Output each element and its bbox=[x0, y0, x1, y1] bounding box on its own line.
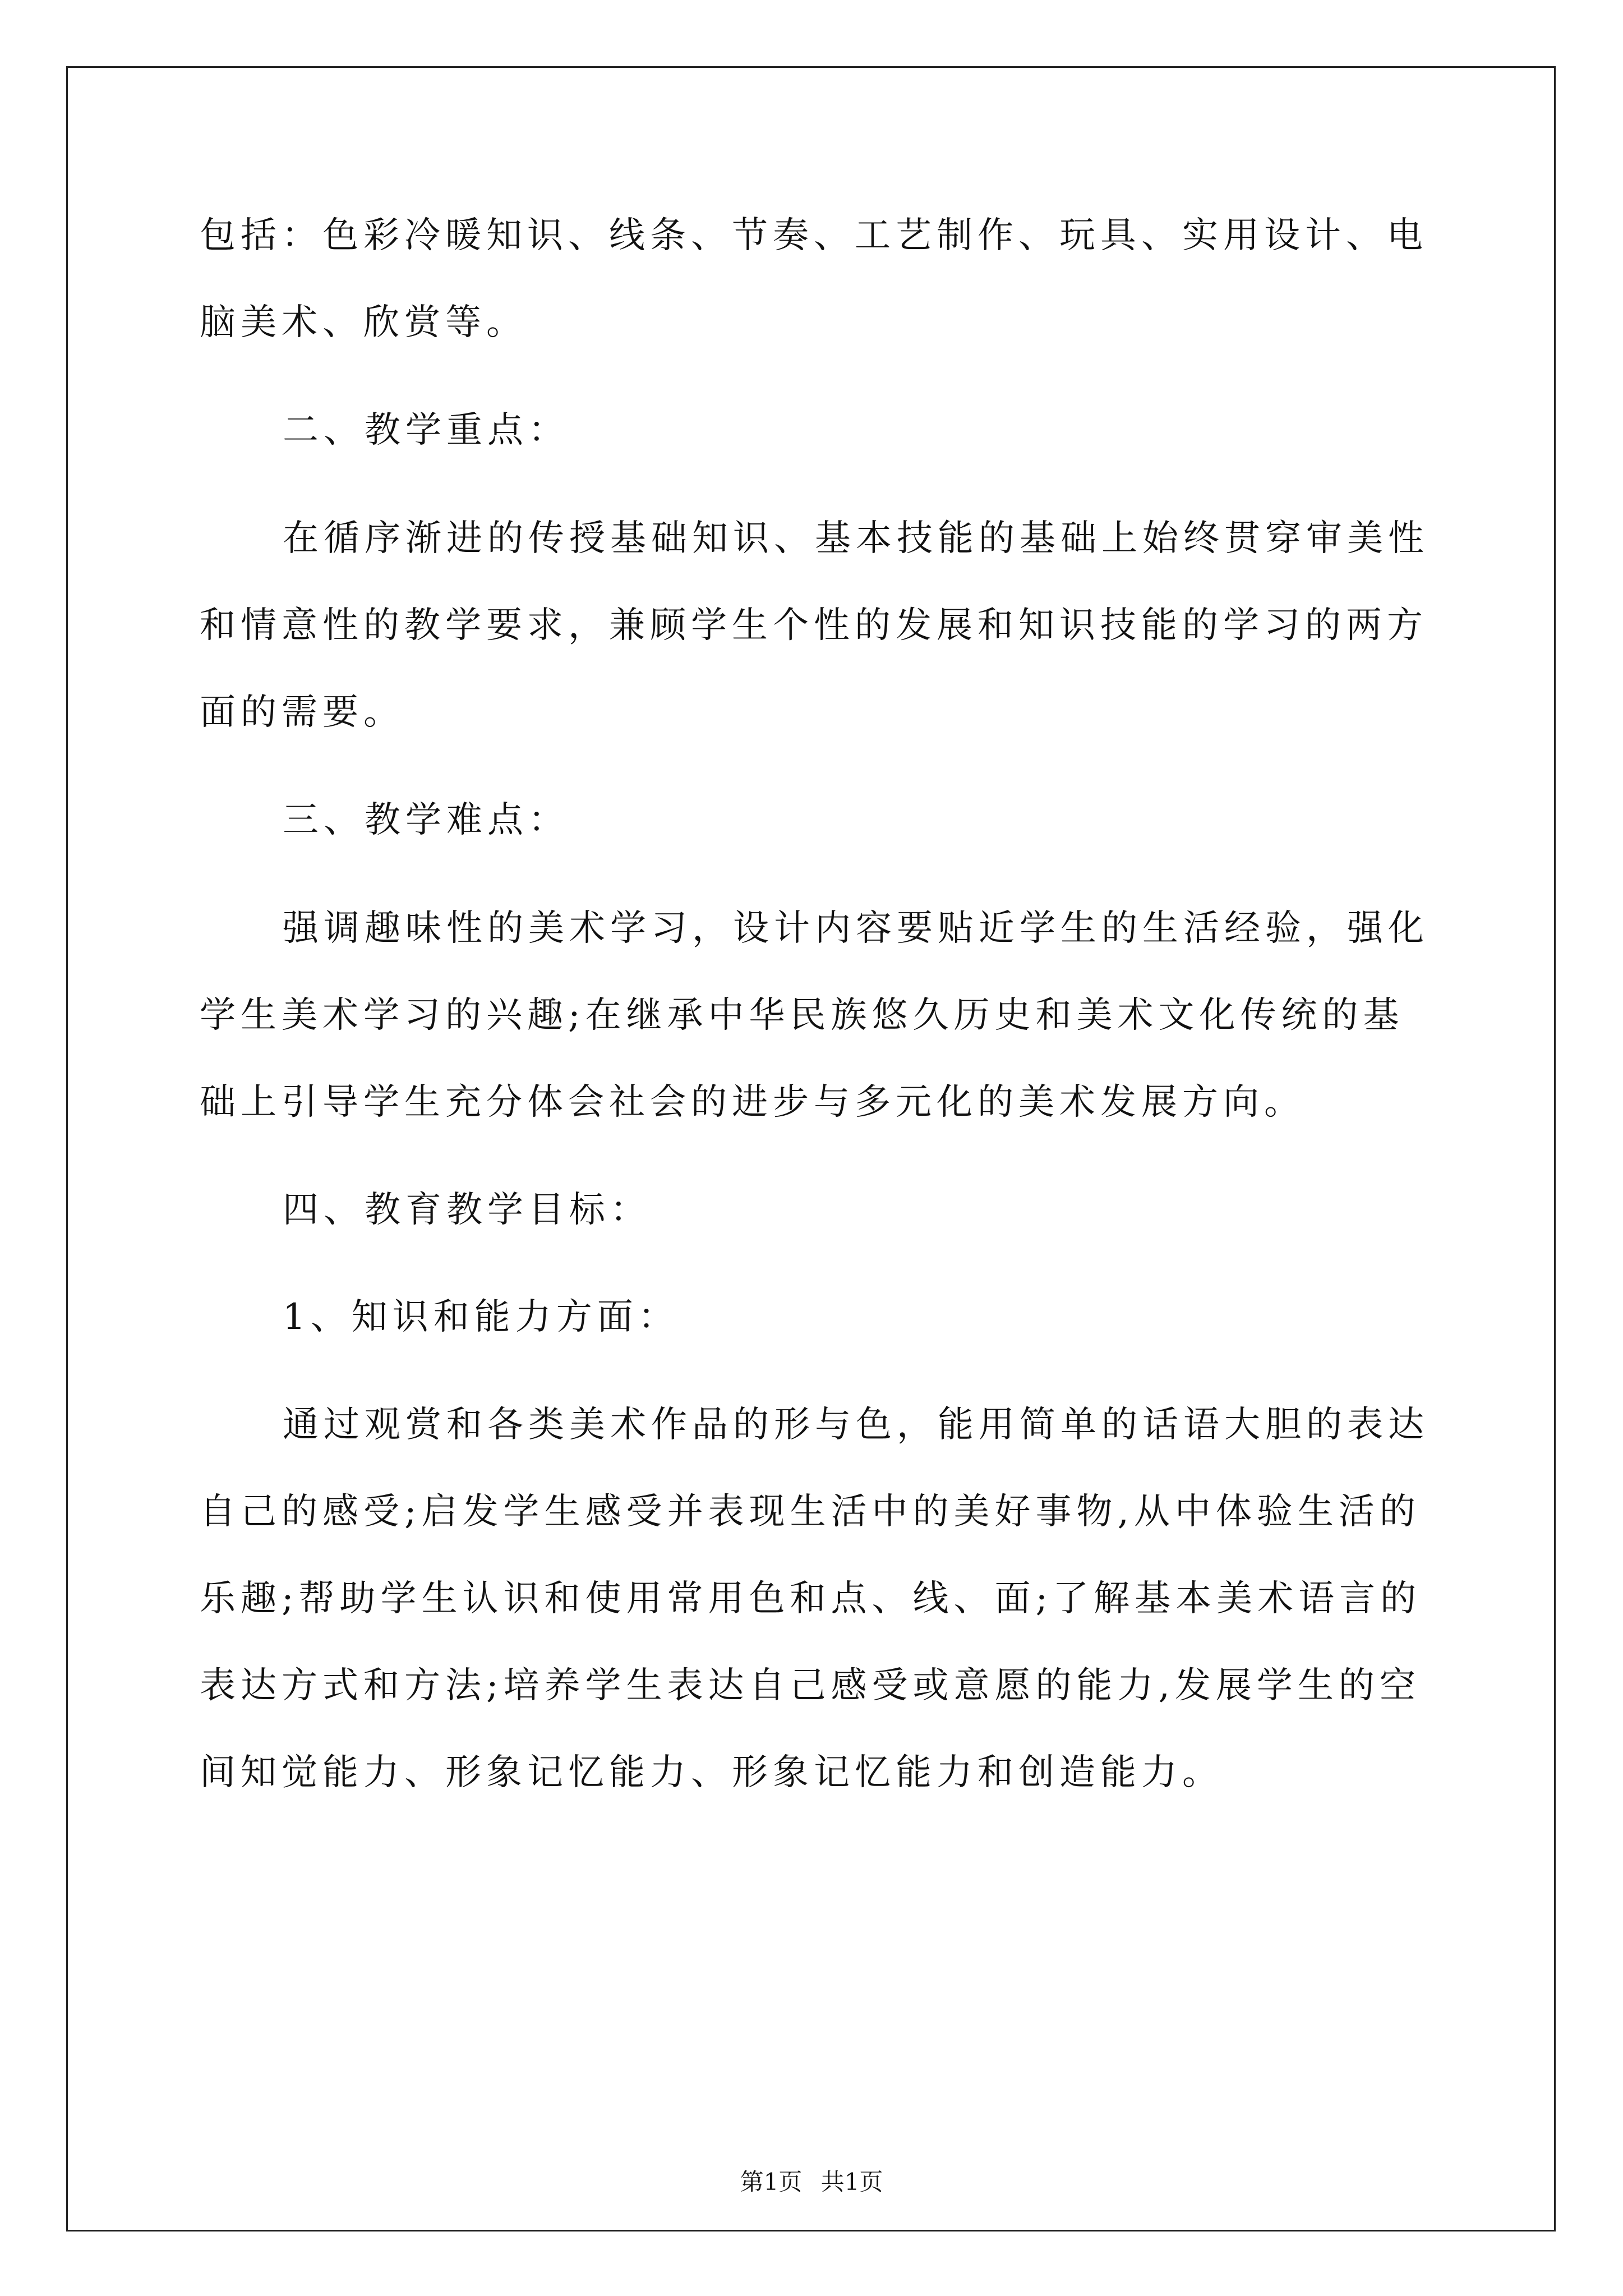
paragraph-line: 脑美术、欣赏等。 bbox=[200, 302, 527, 343]
paragraph-line: 学生美术学习的兴趣;在继承中华民族悠久历史和美术文化传统的基 bbox=[200, 995, 1404, 1036]
paragraph-line: 包括：色彩冷暖知识、线条、节奏、工艺制作、玩具、实用设计、电 bbox=[200, 215, 1428, 256]
paragraph-line: 和情意性的教学要求，兼顾学生个性的发展和知识技能的学习的两方 bbox=[200, 605, 1428, 646]
section-heading: 三、教学难点： bbox=[283, 799, 569, 841]
section-heading: 二、教学重点： bbox=[283, 409, 569, 451]
paragraph-line: 础上引导学生充分体会社会的进步与多元化的美术发展方向。 bbox=[200, 1082, 1305, 1123]
paragraph-line: 乐趣;帮助学生认识和使用常用色和点、线、面;了解基本美术语言的 bbox=[200, 1578, 1422, 1619]
paragraph-line: 在循序渐进的传授基础知识、基本技能的基础上始终贯穿审美性 bbox=[283, 518, 1429, 559]
paragraph-line: 自己的感受;启发学生感受并表现生活中的美好事物,从中体验生活的 bbox=[200, 1491, 1421, 1533]
page-border bbox=[66, 66, 1556, 2231]
page-current: 第1页 bbox=[740, 2168, 803, 2196]
page-total: 共1页 bbox=[820, 2168, 883, 2196]
paragraph-line: 面的需要。 bbox=[200, 692, 404, 733]
paragraph-line: 表达方式和方法;培养学生表达自己感受或意愿的能力,发展学生的空 bbox=[200, 1665, 1421, 1706]
paragraph-line: 通过观赏和各类美术作品的形与色，能用简单的话语大胆的表达 bbox=[283, 1404, 1429, 1446]
paragraph-line: 间知觉能力、形象记忆能力、形象记忆能力和创造能力。 bbox=[200, 1752, 1223, 1793]
section-heading: 四、教育教学目标： bbox=[283, 1189, 651, 1231]
paragraph-line: 强调趣味性的美术学习，设计内容要贴近学生的生活经验，强化 bbox=[283, 908, 1429, 949]
subsection-heading: 1、知识和能力方面： bbox=[283, 1296, 679, 1338]
page-footer bbox=[0, 2168, 1623, 2196]
